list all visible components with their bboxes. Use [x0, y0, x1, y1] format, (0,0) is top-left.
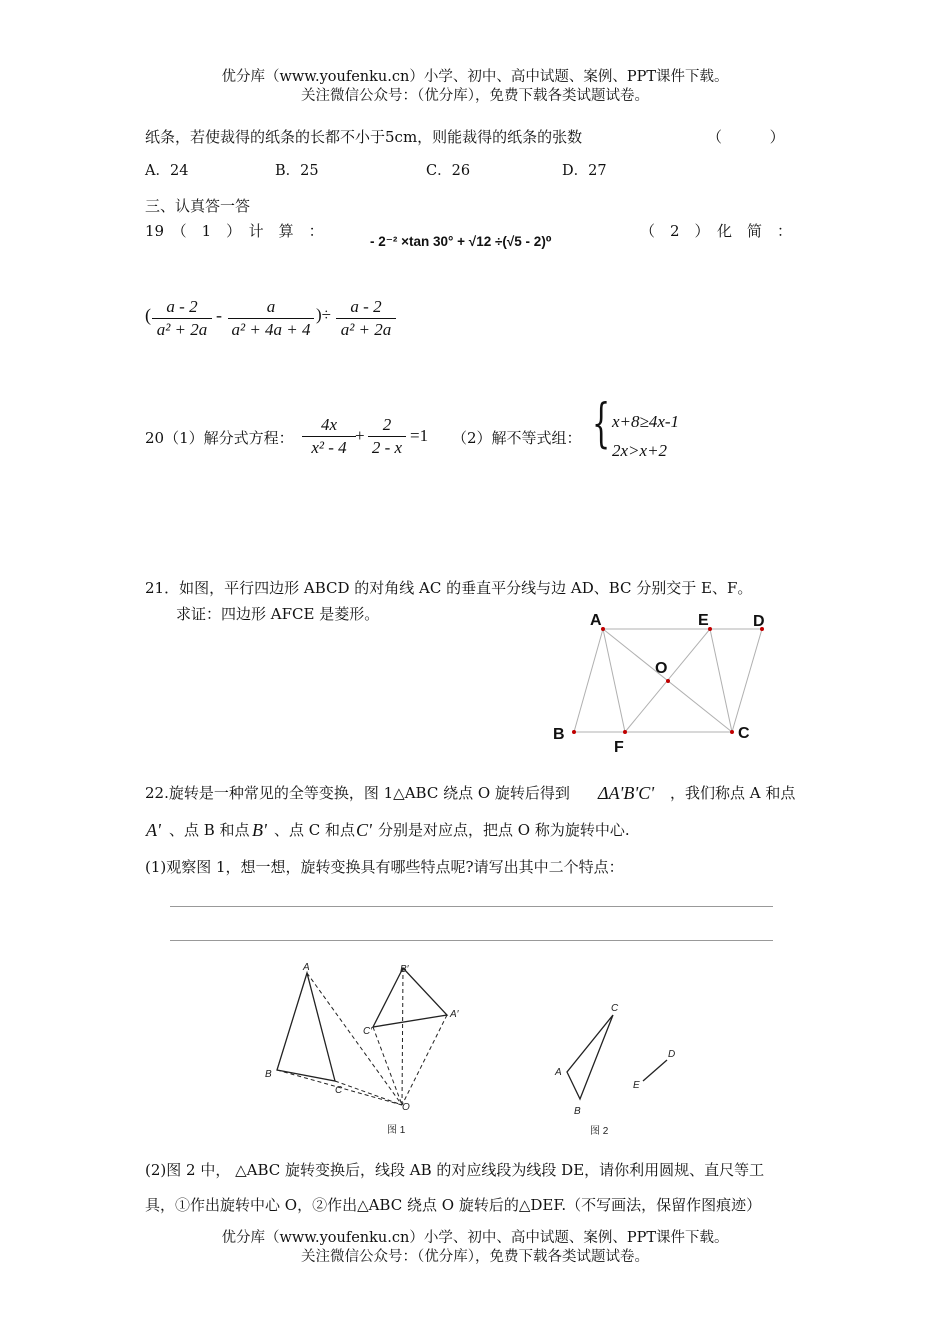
q19-minus: -	[216, 305, 222, 325]
fig1-caption: 图 1	[387, 1125, 406, 1136]
q20-inequality-1: x+8≥4x-1	[612, 412, 680, 431]
fig2-label-b: B	[574, 1106, 581, 1117]
section-title: 三、认真答一答	[145, 197, 251, 215]
q19-fraction-2	[228, 296, 314, 341]
q22-line-2b: 、点 C 和点	[274, 821, 356, 839]
fig1-label-c: C	[335, 1085, 343, 1096]
q22-line-3: (1)观察图 1，想一想，旋转变换具有哪些特点呢?请写出其中二个特点：	[145, 858, 624, 876]
q20-equals-one: =1	[410, 426, 429, 445]
fig2-label-a: A	[555, 1067, 562, 1078]
q22-line-4: (2)图 2 中， △ABC 旋转变换后，线段 AB 的对应线段为线段 DE，请你利用圆规、直尺等工	[145, 1161, 765, 1179]
q21-parallelogram-figure	[540, 605, 800, 760]
q21-label-f: F	[614, 739, 624, 756]
fig1-label-a: A	[303, 962, 310, 973]
q20-f1-denominator: x² - 4	[311, 438, 347, 457]
q22-c-prime: C'	[356, 820, 372, 840]
footer-line-2: 关注微信公众号：（优分库），免费下载各类试题试卷。	[301, 1249, 649, 1265]
q19-f2-denominator: a² + 4a + 4	[231, 320, 311, 339]
fig1-label-b-prime: B′	[400, 964, 409, 975]
fig2-label-d: D	[668, 1049, 676, 1060]
q22-b-prime: B'	[252, 820, 267, 840]
fig1-label-b: B	[265, 1069, 272, 1080]
q19-open-paren: (	[145, 305, 151, 325]
q21-line-1: 21．如图，平行四边形 ABCD 的对角线 AC 的垂直平分线与边 AD、BC 分别交于 E、F。	[145, 579, 753, 597]
fig2-label-c: C	[611, 1003, 619, 1014]
q21-label-b: B	[553, 726, 565, 743]
fig1-label-c-prime: C′	[363, 1026, 373, 1037]
q22-line-1a: 22.旋转是一种常见的全等变换，图 1△ABC 绕点 O 旋转后得到	[145, 784, 570, 802]
q18-option-b: B．25	[275, 163, 319, 179]
header-line-1: 优分库（www.youfenku.cn）小学、初中、高中试题、案例、PPT课件下载。	[221, 69, 729, 85]
q21-label-a: A	[590, 612, 602, 629]
q20-f1-numerator: 4x	[320, 415, 338, 434]
q18-option-c: C．26	[426, 163, 471, 179]
q19-f3-numerator: a - 2	[350, 297, 382, 316]
q22-line-1b: ，我们称点 A 和点	[670, 784, 796, 802]
q19-part1-label: 19 （ 1 ） 计 算 ：	[145, 222, 324, 240]
q19-f3-denominator: a² + 2a	[340, 320, 392, 339]
q20-part1-label: 20（1）解分式方程：	[145, 429, 294, 447]
q19-part2-label: （ 2 ） 化 简 ：	[640, 222, 793, 240]
q19-close-div: )÷	[316, 305, 331, 324]
header-line-2: 关注微信公众号：（优分库），免费下载各类试题试卷。	[301, 88, 649, 104]
q22-triangle-prime: ΔA'B'C'	[598, 783, 655, 803]
q18-option-a: A．24	[145, 163, 189, 179]
q21-label-e: E	[698, 612, 709, 629]
q22-figure-2	[545, 995, 695, 1140]
q20-f2-denominator: 2 - x	[371, 438, 403, 457]
q18-option-d: D．27	[562, 163, 607, 179]
answer-line-2[interactable]	[170, 940, 773, 941]
q22-a-prime: A'	[146, 820, 161, 840]
footer-line-1: 优分库（www.youfenku.cn）小学、初中、高中试题、案例、PPT课件下载。	[221, 1230, 729, 1246]
answer-line-1[interactable]	[170, 906, 773, 907]
q21-label-c: C	[738, 725, 750, 742]
q20-part2-label: （2）解不等式组：	[452, 429, 582, 447]
q20-plus: +	[355, 426, 365, 445]
q18-text: 纸条，若使裁得的纸条的长都不小于5cm，则能裁得的纸条的张数	[145, 128, 583, 146]
fig1-label-o: O	[402, 1102, 410, 1113]
q19-fraction-3	[336, 296, 396, 341]
q20-system-brace: {	[592, 394, 611, 454]
fig1-label-a-prime: A′	[450, 1009, 459, 1020]
q20-fraction-2	[368, 414, 406, 459]
q19-f1-denominator: a² + 2a	[156, 320, 208, 339]
q21-label-o: O	[655, 660, 668, 677]
q19-fraction-1	[152, 296, 212, 341]
fig2-label-e: E	[633, 1080, 640, 1091]
q21-line-2: 求证：四边形 AFCE 是菱形。	[176, 605, 380, 623]
q18-answer-paren: （ ）	[707, 128, 785, 146]
q22-figure-1	[255, 955, 475, 1145]
fig2-caption: 图 2	[590, 1126, 609, 1137]
q22-line-5: 具，①作出旋转中心 O，②作出△ABC 绕点 O 旋转后的△DEF.（不写画法，保留作图痕迹）	[145, 1196, 762, 1214]
q20-f2-numerator: 2	[382, 415, 392, 434]
q20-fraction-1	[302, 414, 356, 459]
q19-f2-numerator: a	[266, 297, 276, 316]
q21-label-d: D	[753, 613, 765, 630]
q20-inequality-2: 2x>x+2	[612, 441, 668, 460]
q22-line-2a: 、点 B 和点	[169, 821, 250, 839]
q22-line-2c: 分别是对应点，把点 O 称为旋转中心.	[378, 821, 630, 839]
q19-f1-numerator: a - 2	[166, 297, 198, 316]
q19-expression: - 2⁻² ×tan 30° + √12 ÷(√5 - 2)⁰	[370, 234, 552, 249]
